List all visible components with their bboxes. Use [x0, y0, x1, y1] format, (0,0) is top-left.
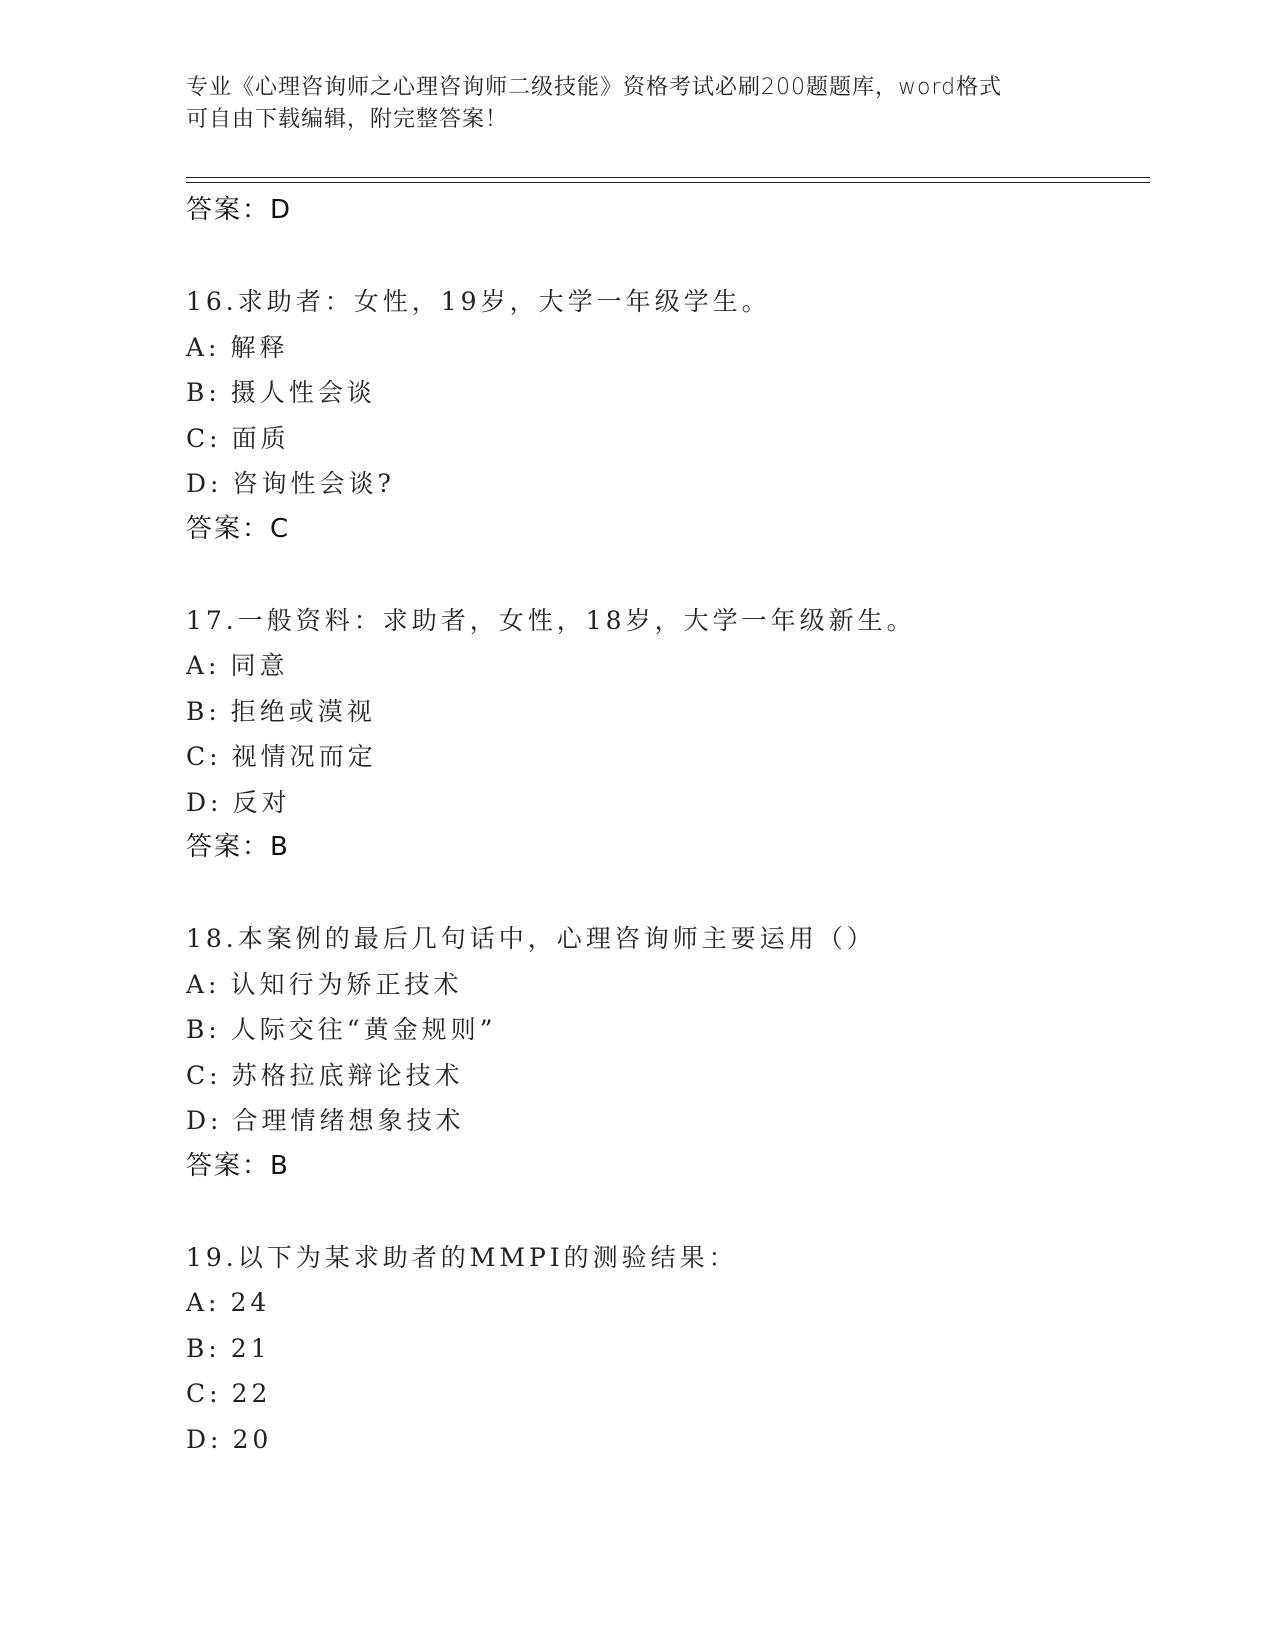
option-c [186, 416, 1146, 462]
option-key: B: [186, 696, 221, 726]
option-a [186, 1280, 1146, 1326]
option-key: C: [186, 1060, 222, 1090]
answer-line: 答案：B [186, 1150, 290, 1181]
option-text: 20 [232, 1424, 273, 1454]
option-b [186, 1007, 1146, 1053]
option-text: 24 [230, 1288, 271, 1317]
option-text: 面质 [231, 423, 290, 453]
header-divider-bottom [186, 182, 1150, 183]
spacer [186, 234, 1146, 280]
question-stem: 19.以下为某求助者的MMPI的测验结果： [186, 1242, 738, 1272]
option-key: B: [186, 378, 221, 407]
option-key: A: [186, 1288, 221, 1317]
option-text: 苏格拉底辩论技术 [231, 1060, 464, 1090]
option-a [186, 962, 1146, 1008]
option-a [186, 643, 1146, 689]
option-c [186, 734, 1146, 780]
option-key: A: [186, 969, 221, 999]
option-text: 拒绝或漠视 [230, 696, 376, 726]
question-17 [186, 598, 1146, 871]
option-text: 同意 [230, 651, 289, 680]
spacer [186, 871, 1146, 917]
question-19 [186, 1235, 1146, 1463]
header-line-2: 可自由下载编辑，附完整答案！ [186, 107, 509, 132]
option-text: 解释 [230, 332, 289, 362]
option-text: 21 [230, 1333, 271, 1363]
answer-line: 答案：B [186, 832, 290, 862]
answer-line: 答案：C [186, 513, 291, 544]
spacer [186, 1189, 1146, 1235]
option-b [186, 370, 1146, 416]
question-16 [186, 279, 1146, 552]
option-text: 认知行为矫正技术 [230, 969, 463, 999]
header-line-1: 专业《心理咨询师之心理咨询师二级技能》资格考试必刷200题题库，word格式 [186, 75, 1003, 100]
question-stem: 16.求助者：女性，19岁，大学一年级学生。 [186, 287, 771, 316]
option-b [186, 1326, 1146, 1372]
option-c [186, 1371, 1146, 1417]
option-a [186, 325, 1146, 371]
option-d [186, 1098, 1146, 1144]
option-d [186, 780, 1146, 826]
document-header [186, 72, 1086, 136]
header-divider-top [186, 177, 1150, 178]
option-text: 人际交往“黄金规则” [230, 1015, 497, 1044]
option-key: A: [186, 651, 221, 680]
option-key: D: [186, 1106, 223, 1135]
option-text: 反对 [232, 787, 291, 817]
option-key: C: [186, 1379, 222, 1408]
option-text: 22 [231, 1379, 272, 1408]
option-key: B: [186, 1333, 221, 1363]
option-c [186, 1053, 1146, 1099]
option-text: 合理情绪想象技术 [232, 1106, 465, 1135]
question-stem: 18.本案例的最后几句话中，心理咨询师主要运用（） [186, 924, 876, 953]
option-d [186, 461, 1146, 507]
option-text: 咨询性会谈? [232, 469, 395, 498]
option-key: C: [186, 742, 222, 771]
question-list [186, 188, 1146, 1462]
option-key: D: [186, 787, 223, 817]
option-key: D: [186, 1424, 223, 1454]
option-text: 摄人性会谈 [230, 378, 376, 407]
option-text: 视情况而定 [231, 742, 377, 771]
option-b [186, 689, 1146, 735]
option-d [186, 1417, 1146, 1463]
spacer [186, 552, 1146, 598]
option-key: C: [186, 423, 222, 453]
question-18 [186, 916, 1146, 1189]
option-key: D: [186, 469, 223, 498]
option-key: A: [186, 332, 221, 362]
question-stem: 17.一般资料：求助者，女性，18岁，大学一年级新生。 [186, 605, 916, 635]
previous-answer: 答案：D [186, 195, 293, 225]
option-key: B: [186, 1015, 221, 1044]
